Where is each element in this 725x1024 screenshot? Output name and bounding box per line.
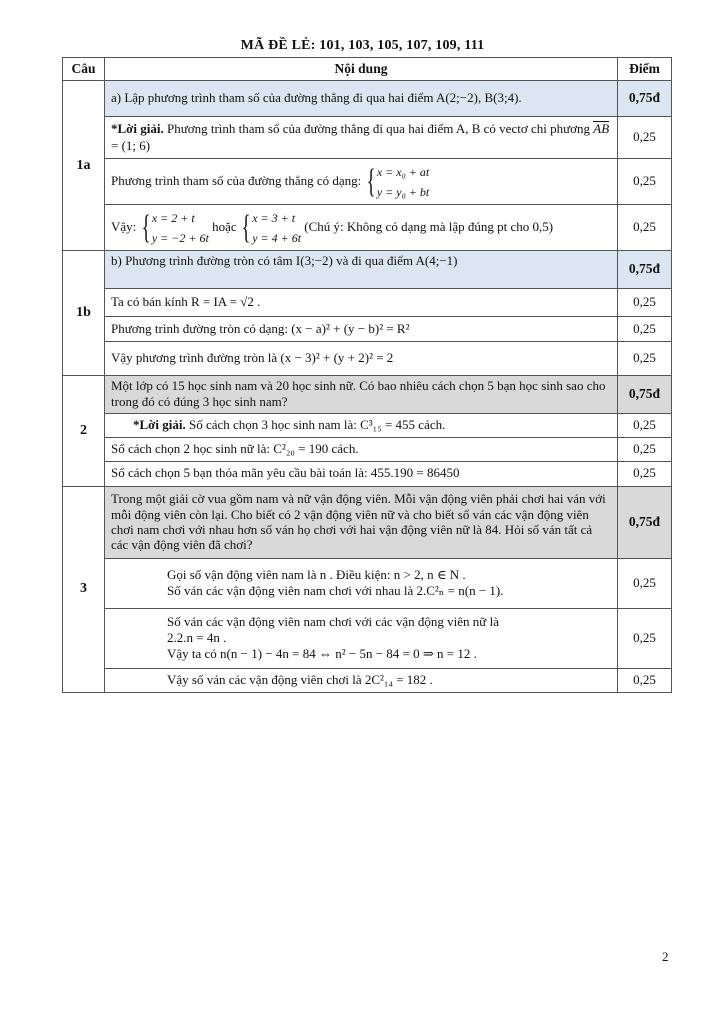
q1a-row-3-points: 0,25	[618, 205, 672, 251]
q1a-row-3-content	[105, 205, 618, 251]
q3-row-2-content	[105, 608, 618, 668]
page-number: 2	[662, 949, 669, 964]
q1a-or-text: hoặc	[212, 218, 237, 234]
q1a-row-1-content	[105, 117, 618, 159]
q3-question: Trong một giải cờ vua gồm nam và nữ vận động viên. Mỗi vận động viên phải chơi hai ván với mỗi động viên còn lại. Cho biết có 2 vận động viên nữ và cho biết số ván các vận động viên chơi nam chơi với nhau hơn số ván họ chơi với hai vận động viên nữ là 84. Hỏi số ván tất cả các vận động viên đã chơi?	[105, 486, 618, 558]
q1b-question-points: 0,75đ	[618, 251, 672, 289]
q1a-row-3	[63, 205, 672, 251]
q1a-question-points: 0,75đ	[618, 81, 672, 117]
q2-row-1	[63, 413, 672, 437]
brace-glyph: {	[366, 162, 376, 200]
q3-row-1-points: 0,25	[618, 558, 672, 608]
q2-row-1-content	[105, 413, 618, 437]
q1a-system-line-2: y = y₀ + bt	[376, 184, 430, 199]
q1b-label: 1b	[63, 251, 105, 376]
document-title: MÃ ĐỀ LẺ: 101, 103, 105, 107, 109, 111	[240, 38, 485, 53]
q1a-label: 1a	[63, 81, 105, 251]
q1a-sys2-line-2: y = 4 + 6t	[252, 230, 302, 245]
q1a-system-line-1: x = x₀ + at	[376, 164, 430, 179]
q1a-row-2-points: 0,25	[618, 159, 672, 205]
q1b-row-1-points: 0,25	[618, 289, 672, 317]
q1b-question: b) Phương trình đường tròn có tâm I(3;−2) và đi qua điểm A(4;−1)	[105, 251, 618, 289]
q3-row-3-points: 0,25	[618, 668, 672, 692]
q1b-row-2-points: 0,25	[618, 317, 672, 342]
q3-question-points: 0,75đ	[618, 486, 672, 558]
q1a-row-2-text: Phương trình tham số của đường thẳng có dạng:	[111, 172, 362, 188]
q1a-vector: AB	[593, 121, 610, 137]
q1b-row-3	[63, 342, 672, 376]
q3-row-2-line-3: Vậy ta có n(n − 1) − 4n = 84 ⇔ n² − 5n − 84 = 0 ⇒ n = 12 .	[167, 646, 477, 662]
q1b-question-row	[63, 251, 672, 289]
q3-label: 3	[63, 486, 105, 692]
answer-table	[62, 57, 672, 693]
q1b-row-1	[63, 289, 672, 317]
header-noi-dung: Nội dung	[105, 58, 618, 81]
q1a-question-row	[63, 81, 672, 117]
q3-question-row	[63, 486, 672, 558]
q1a-sys2-line-1: x = 3 + t	[252, 210, 296, 225]
q2-question-points: 0,75đ	[618, 376, 672, 414]
q3-row-2	[63, 608, 672, 668]
q1a-sys1-line-1: x = 2 + t	[151, 210, 195, 225]
q1b-row-1-text: Ta có bán kính R = IA = √2 .	[105, 289, 618, 317]
q1a-system-2	[240, 208, 301, 248]
q2-row-1-text: Số cách chọn 3 học sinh nam là: C³₁₅ = 455 cách.	[188, 416, 446, 432]
q1b-row-3-points: 0,25	[618, 342, 672, 376]
q1a-question: a) Lập phương trình tham số của đường thẳng đi qua hai điểm A(2;−2), B(3;4).	[105, 81, 618, 117]
q1a-row-1-points: 0,25	[618, 117, 672, 159]
q3-row-2-points: 0,25	[618, 608, 672, 668]
q2-row-3	[63, 461, 672, 486]
q2-question: Một lớp có 15 học sinh nam và 20 học sinh nữ. Có bao nhiêu cách chọn 5 bạn học sinh sao cho trong đó có đúng 3 học sinh nam?	[105, 376, 618, 414]
q3-row-1-line-1: Gọi số vận động viên nam là n . Điều kiện: n > 2, n ∈ N .	[167, 566, 466, 582]
q1a-row-1-text: Phương trình tham số của đường thẳng đi qua hai điểm A, B có vectơ chỉ phương	[166, 121, 591, 137]
table-header-row	[63, 58, 672, 81]
q1a-row-2	[63, 159, 672, 205]
q2-row-2	[63, 437, 672, 461]
q3-row-2-line-1: Số ván các vận động viên nam chơi với các vận động viên nữ là	[167, 613, 499, 629]
brace-glyph: {	[241, 208, 251, 246]
q2-label: 2	[63, 376, 105, 487]
q1a-vector-value: = (1; 6)	[111, 137, 151, 153]
q1a-general-system	[365, 162, 430, 202]
q2-row-2-text: Số cách chọn 2 học sinh nữ là: C²₂₀ = 190 cách.	[105, 437, 618, 461]
q2-row-2-points: 0,25	[618, 437, 672, 461]
q3-row-1	[63, 558, 672, 608]
q1a-note: (Chú ý: Không có dạng mà lập đúng pt cho 0,5)	[304, 218, 554, 234]
q2-question-row	[63, 376, 672, 414]
q1a-row-1	[63, 117, 672, 159]
q3-row-2-line-2: 2.2.n = 4n .	[167, 629, 227, 645]
q1b-row-2-text: Phương trình đường tròn có dạng: (x − a)² + (y − b)² = R²	[105, 317, 618, 342]
q1a-row-3-prefix: Vậy:	[111, 218, 137, 234]
q3-row-1-content	[105, 558, 618, 608]
q1b-row-3-text: Vậy phương trình đường tròn là (x − 3)² + (y + 2)² = 2	[105, 342, 618, 376]
q3-row-1-line-2: Số ván các vận động viên nam chơi với nhau là 2.C²ₙ = n(n − 1).	[167, 583, 504, 598]
q1a-solution-label: *Lời giải.	[111, 121, 164, 137]
q1a-system-1	[140, 208, 209, 248]
header-cau: Câu	[63, 58, 105, 81]
q1a-row-2-content	[105, 159, 618, 205]
brace-glyph: {	[141, 208, 151, 246]
header-diem: Điểm	[618, 58, 672, 81]
q2-solution-label: *Lời giải.	[133, 416, 186, 432]
q1a-sys1-line-2: y = −2 + 6t	[151, 230, 209, 245]
q2-row-3-text: Số cách chọn 5 bạn thỏa mãn yêu cầu bài toán là: 455.190 = 86450	[105, 461, 618, 486]
q3-row-3-text: Vậy số ván các vận động viên chơi là 2C²₁₄ = 182 .	[105, 668, 618, 692]
q2-row-1-points: 0,25	[618, 413, 672, 437]
q3-row-3	[63, 668, 672, 692]
q2-row-3-points: 0,25	[618, 461, 672, 486]
q1b-row-2	[63, 317, 672, 342]
